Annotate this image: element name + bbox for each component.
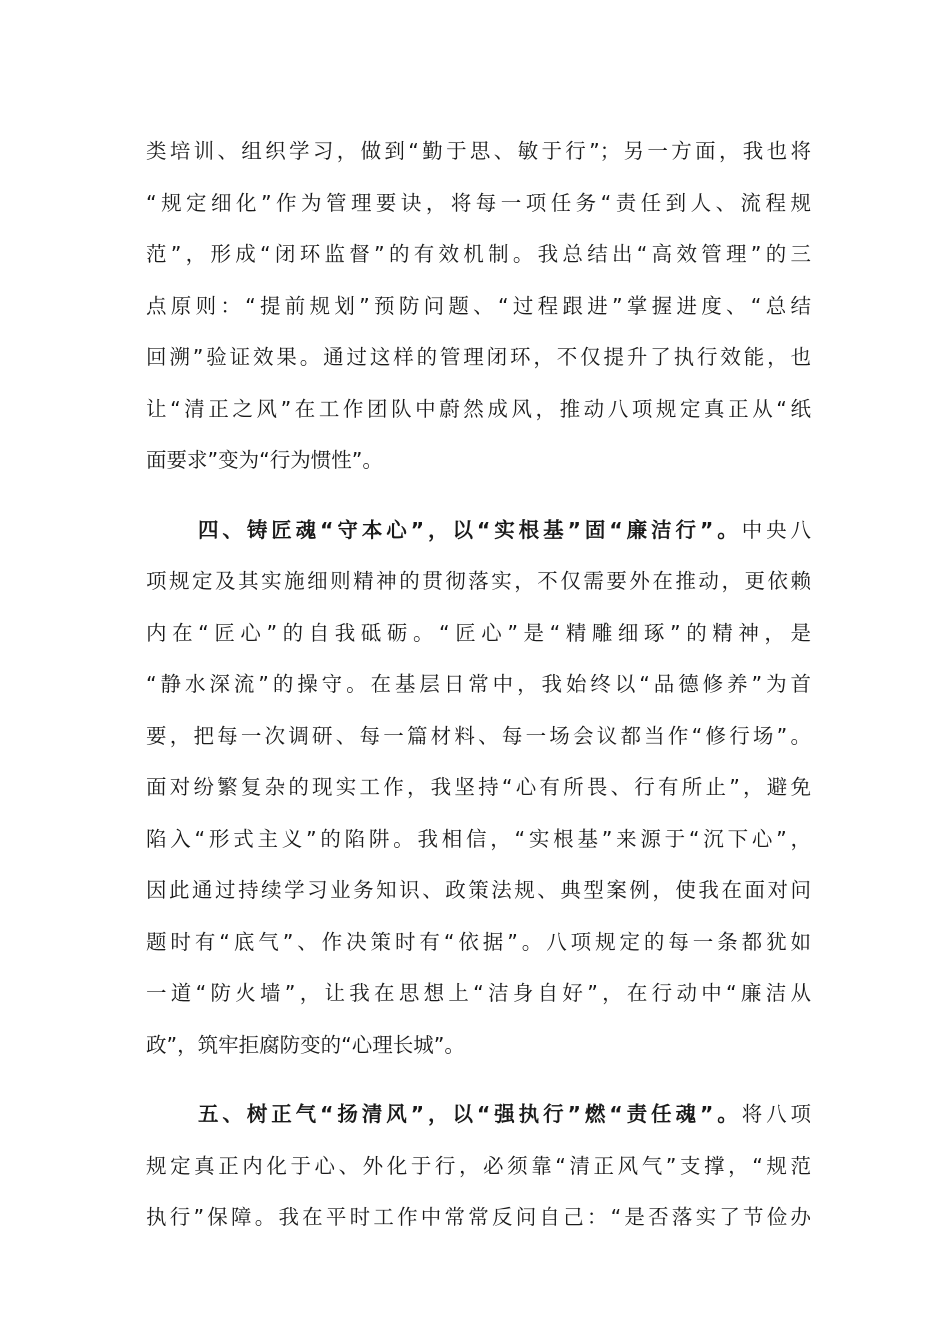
- paragraph-continued: [146, 126, 811, 487]
- text-fragment: 中央八: [741, 517, 812, 542]
- text-line: 项规定及其实施细则精神的贯彻落实，不仅需要外在推动，更依赖: [146, 569, 811, 593]
- text-line: 面要求”变为“行为惯性”。: [146, 448, 383, 472]
- text-line: 政”，筑牢拒腐防变的“心理长城”。: [146, 1032, 465, 1057]
- document-body: [146, 126, 811, 1244]
- section-heading-line: [146, 1089, 811, 1141]
- text-line: 范”，形成“闭环监督”的有效机制。我总结出“高效管理”的三: [146, 242, 811, 266]
- text-line: “静水深流”的操守。在基层日常中，我始终以“品德修养”为首: [146, 672, 811, 696]
- paragraph-gap: [146, 487, 811, 505]
- paragraph-section-five: [146, 1089, 811, 1244]
- paragraph-gap: [146, 1071, 811, 1089]
- text-line: 规定真正内化于心、外化于行，必须靠“清正风气”支撑，“规范: [146, 1153, 811, 1178]
- text-line: 让“清正之风”在工作团队中蔚然成风，推动八项规定真正从“纸: [146, 396, 811, 421]
- text-line: 面对纷繁复杂的现实工作，我坚持“心有所畏、行有所止”，避免: [146, 775, 811, 799]
- section-four-heading: 四、铸匠魂“守本心”，以“实根基”固“廉洁行”。: [198, 517, 742, 542]
- text-line: 执行”保障。我在平时工作中常常反问自己：“是否落实了节俭办: [146, 1205, 811, 1229]
- text-fragment: 将八项: [741, 1102, 812, 1126]
- text-line: 回溯”验证效果。通过这样的管理闭环，不仅提升了执行效能，也: [146, 345, 811, 369]
- text-line: “规定细化”作为管理要诀，将每一项任务“责任到人、流程规: [146, 190, 811, 215]
- text-line: 点原则：“提前规划”预防问题、“过程跟进”掌握进度、“总结: [146, 293, 811, 318]
- section-heading-line: [146, 505, 811, 557]
- section-five-heading: 五、树正气“扬清风”，以“强执行”燃“责任魂”。: [198, 1102, 742, 1126]
- text-line: 陷入“形式主义”的陷阱。我相信，“实根基”来源于“沉下心”，: [146, 826, 811, 851]
- text-line: 题时有“底气”、作决策时有“依据”。八项规定的每一条都犹如: [146, 929, 811, 954]
- text-line: 要，把每一次调研、每一篇材料、每一场会议都当作“修行场”。: [146, 723, 811, 748]
- paragraph-section-four: [146, 505, 811, 1072]
- text-line: 类培训、组织学习，做到“勤于思、敏于行”；另一方面，我也将: [146, 139, 811, 163]
- text-line: 因此通过持续学习业务知识、政策法规、典型案例，使我在面对问: [146, 878, 811, 902]
- text-line: 一道“防火墙”，让我在思想上“洁身自好”，在行动中“廉洁从: [146, 981, 811, 1005]
- text-line: 内在“匠心”的自我砥砺。“匠心”是“精雕细琢”的精神，是: [146, 620, 811, 645]
